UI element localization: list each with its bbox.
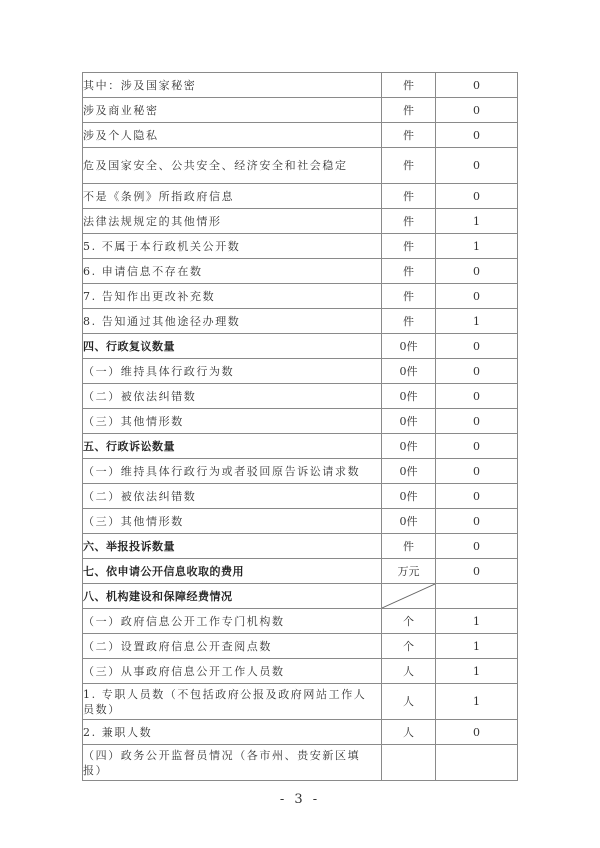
table-row — [83, 434, 518, 459]
table-row — [83, 484, 518, 509]
table-row — [83, 359, 518, 384]
row-value: 1 — [436, 634, 518, 659]
row-value: 1 — [436, 684, 518, 720]
row-label: （三）其他情形数 — [83, 509, 382, 534]
row-label: 其中：涉及国家秘密 — [83, 73, 382, 98]
row-label: 8. 告知通过其他途径办理数 — [83, 309, 382, 334]
row-label: 涉及个人隐私 — [83, 123, 382, 148]
row-unit: 0件 — [382, 509, 436, 534]
table-row — [83, 745, 518, 781]
table-row — [83, 234, 518, 259]
row-value: 0 — [436, 509, 518, 534]
row-unit: 件 — [382, 284, 436, 309]
table-row — [83, 409, 518, 434]
row-unit: 万元 — [382, 559, 436, 584]
row-unit: 0件 — [382, 359, 436, 384]
table-row — [83, 534, 518, 559]
table-row — [83, 659, 518, 684]
row-value: 0 — [436, 359, 518, 384]
row-label: 1. 专职人员数（不包括政府公报及政府网站工作人员数） — [83, 684, 382, 720]
row-unit: 0件 — [382, 409, 436, 434]
row-value: 0 — [436, 559, 518, 584]
table-row — [83, 684, 518, 720]
row-value: 1 — [436, 659, 518, 684]
row-value: 0 — [436, 259, 518, 284]
row-value: 0 — [436, 459, 518, 484]
row-unit: 件 — [382, 534, 436, 559]
row-unit: 件 — [382, 184, 436, 209]
row-unit: 0件 — [382, 484, 436, 509]
table-row — [83, 309, 518, 334]
row-unit: 件 — [382, 123, 436, 148]
row-unit — [382, 584, 436, 609]
row-label: （二）被依法纠错数 — [83, 384, 382, 409]
row-value: 0 — [436, 98, 518, 123]
table-row — [83, 609, 518, 634]
row-value: 0 — [436, 334, 518, 359]
row-unit: 个 — [382, 634, 436, 659]
row-value: 0 — [436, 73, 518, 98]
table-body — [83, 73, 518, 781]
row-value: 0 — [436, 409, 518, 434]
row-label: （三）其他情形数 — [83, 409, 382, 434]
row-unit: 件 — [382, 259, 436, 284]
statistics-table — [82, 72, 518, 781]
row-label: 涉及商业秘密 — [83, 98, 382, 123]
row-label: 5. 不属于本行政机关公开数 — [83, 234, 382, 259]
row-unit: 件 — [382, 98, 436, 123]
row-value: 0 — [436, 284, 518, 309]
row-unit: 件 — [382, 309, 436, 334]
table-row — [83, 148, 518, 184]
table-row — [83, 384, 518, 409]
row-value: 0 — [436, 720, 518, 745]
row-unit — [382, 745, 436, 781]
row-label: 五、行政诉讼数量 — [83, 434, 382, 459]
row-label: 法律法规规定的其他情形 — [83, 209, 382, 234]
row-label: 八、机构建设和保障经费情况 — [83, 584, 382, 609]
row-unit: 0件 — [382, 334, 436, 359]
row-value: 1 — [436, 234, 518, 259]
row-label: （四）政务公开监督员情况（各市州、贵安新区填报） — [83, 745, 382, 781]
table-row — [83, 73, 518, 98]
row-unit: 0件 — [382, 434, 436, 459]
row-unit: 0件 — [382, 384, 436, 409]
row-value: 0 — [436, 434, 518, 459]
table-row — [83, 584, 518, 609]
row-unit: 个 — [382, 609, 436, 634]
row-value: 0 — [436, 148, 518, 184]
row-unit: 人 — [382, 659, 436, 684]
table-row — [83, 184, 518, 209]
row-label: 危及国家安全、公共安全、经济安全和社会稳定 — [83, 148, 382, 184]
table-row — [83, 259, 518, 284]
row-unit: 人 — [382, 720, 436, 745]
row-unit: 件 — [382, 148, 436, 184]
row-value: 0 — [436, 534, 518, 559]
row-value: 0 — [436, 484, 518, 509]
row-unit: 件 — [382, 234, 436, 259]
row-value: 1 — [436, 309, 518, 334]
row-label: 七、依申请公开信息收取的费用 — [83, 559, 382, 584]
table-row — [83, 509, 518, 534]
row-label: （一）维持具体行政行为或者驳回原告诉讼请求数 — [83, 459, 382, 484]
row-value: 0 — [436, 184, 518, 209]
row-unit: 人 — [382, 684, 436, 720]
row-label: 7. 告知作出更改补充数 — [83, 284, 382, 309]
row-label: 2. 兼职人数 — [83, 720, 382, 745]
row-value: 0 — [436, 123, 518, 148]
row-unit: 件 — [382, 209, 436, 234]
row-label: （三）从事政府信息公开工作人员数 — [83, 659, 382, 684]
row-label: （二）设置政府信息公开查阅点数 — [83, 634, 382, 659]
table-row — [83, 459, 518, 484]
row-value — [436, 745, 518, 781]
table-row — [83, 720, 518, 745]
table-row — [83, 284, 518, 309]
row-label: （一）维持具体行政行为数 — [83, 359, 382, 384]
table-row — [83, 634, 518, 659]
row-value: 0 — [436, 384, 518, 409]
row-value: 1 — [436, 609, 518, 634]
row-label: 六、举报投诉数量 — [83, 534, 382, 559]
row-value — [436, 584, 518, 609]
row-label: 6. 申请信息不存在数 — [83, 259, 382, 284]
row-label: （一）政府信息公开工作专门机构数 — [83, 609, 382, 634]
diagonal-slash — [382, 584, 435, 608]
row-label: 不是《条例》所指政府信息 — [83, 184, 382, 209]
row-unit: 件 — [382, 73, 436, 98]
table-row — [83, 123, 518, 148]
page-number: - 3 - — [279, 792, 321, 807]
row-label: （二）被依法纠错数 — [83, 484, 382, 509]
table-row — [83, 334, 518, 359]
row-unit: 0件 — [382, 459, 436, 484]
table-row — [83, 98, 518, 123]
table-row — [83, 209, 518, 234]
row-value: 1 — [436, 209, 518, 234]
row-label: 四、行政复议数量 — [83, 334, 382, 359]
table-row — [83, 559, 518, 584]
